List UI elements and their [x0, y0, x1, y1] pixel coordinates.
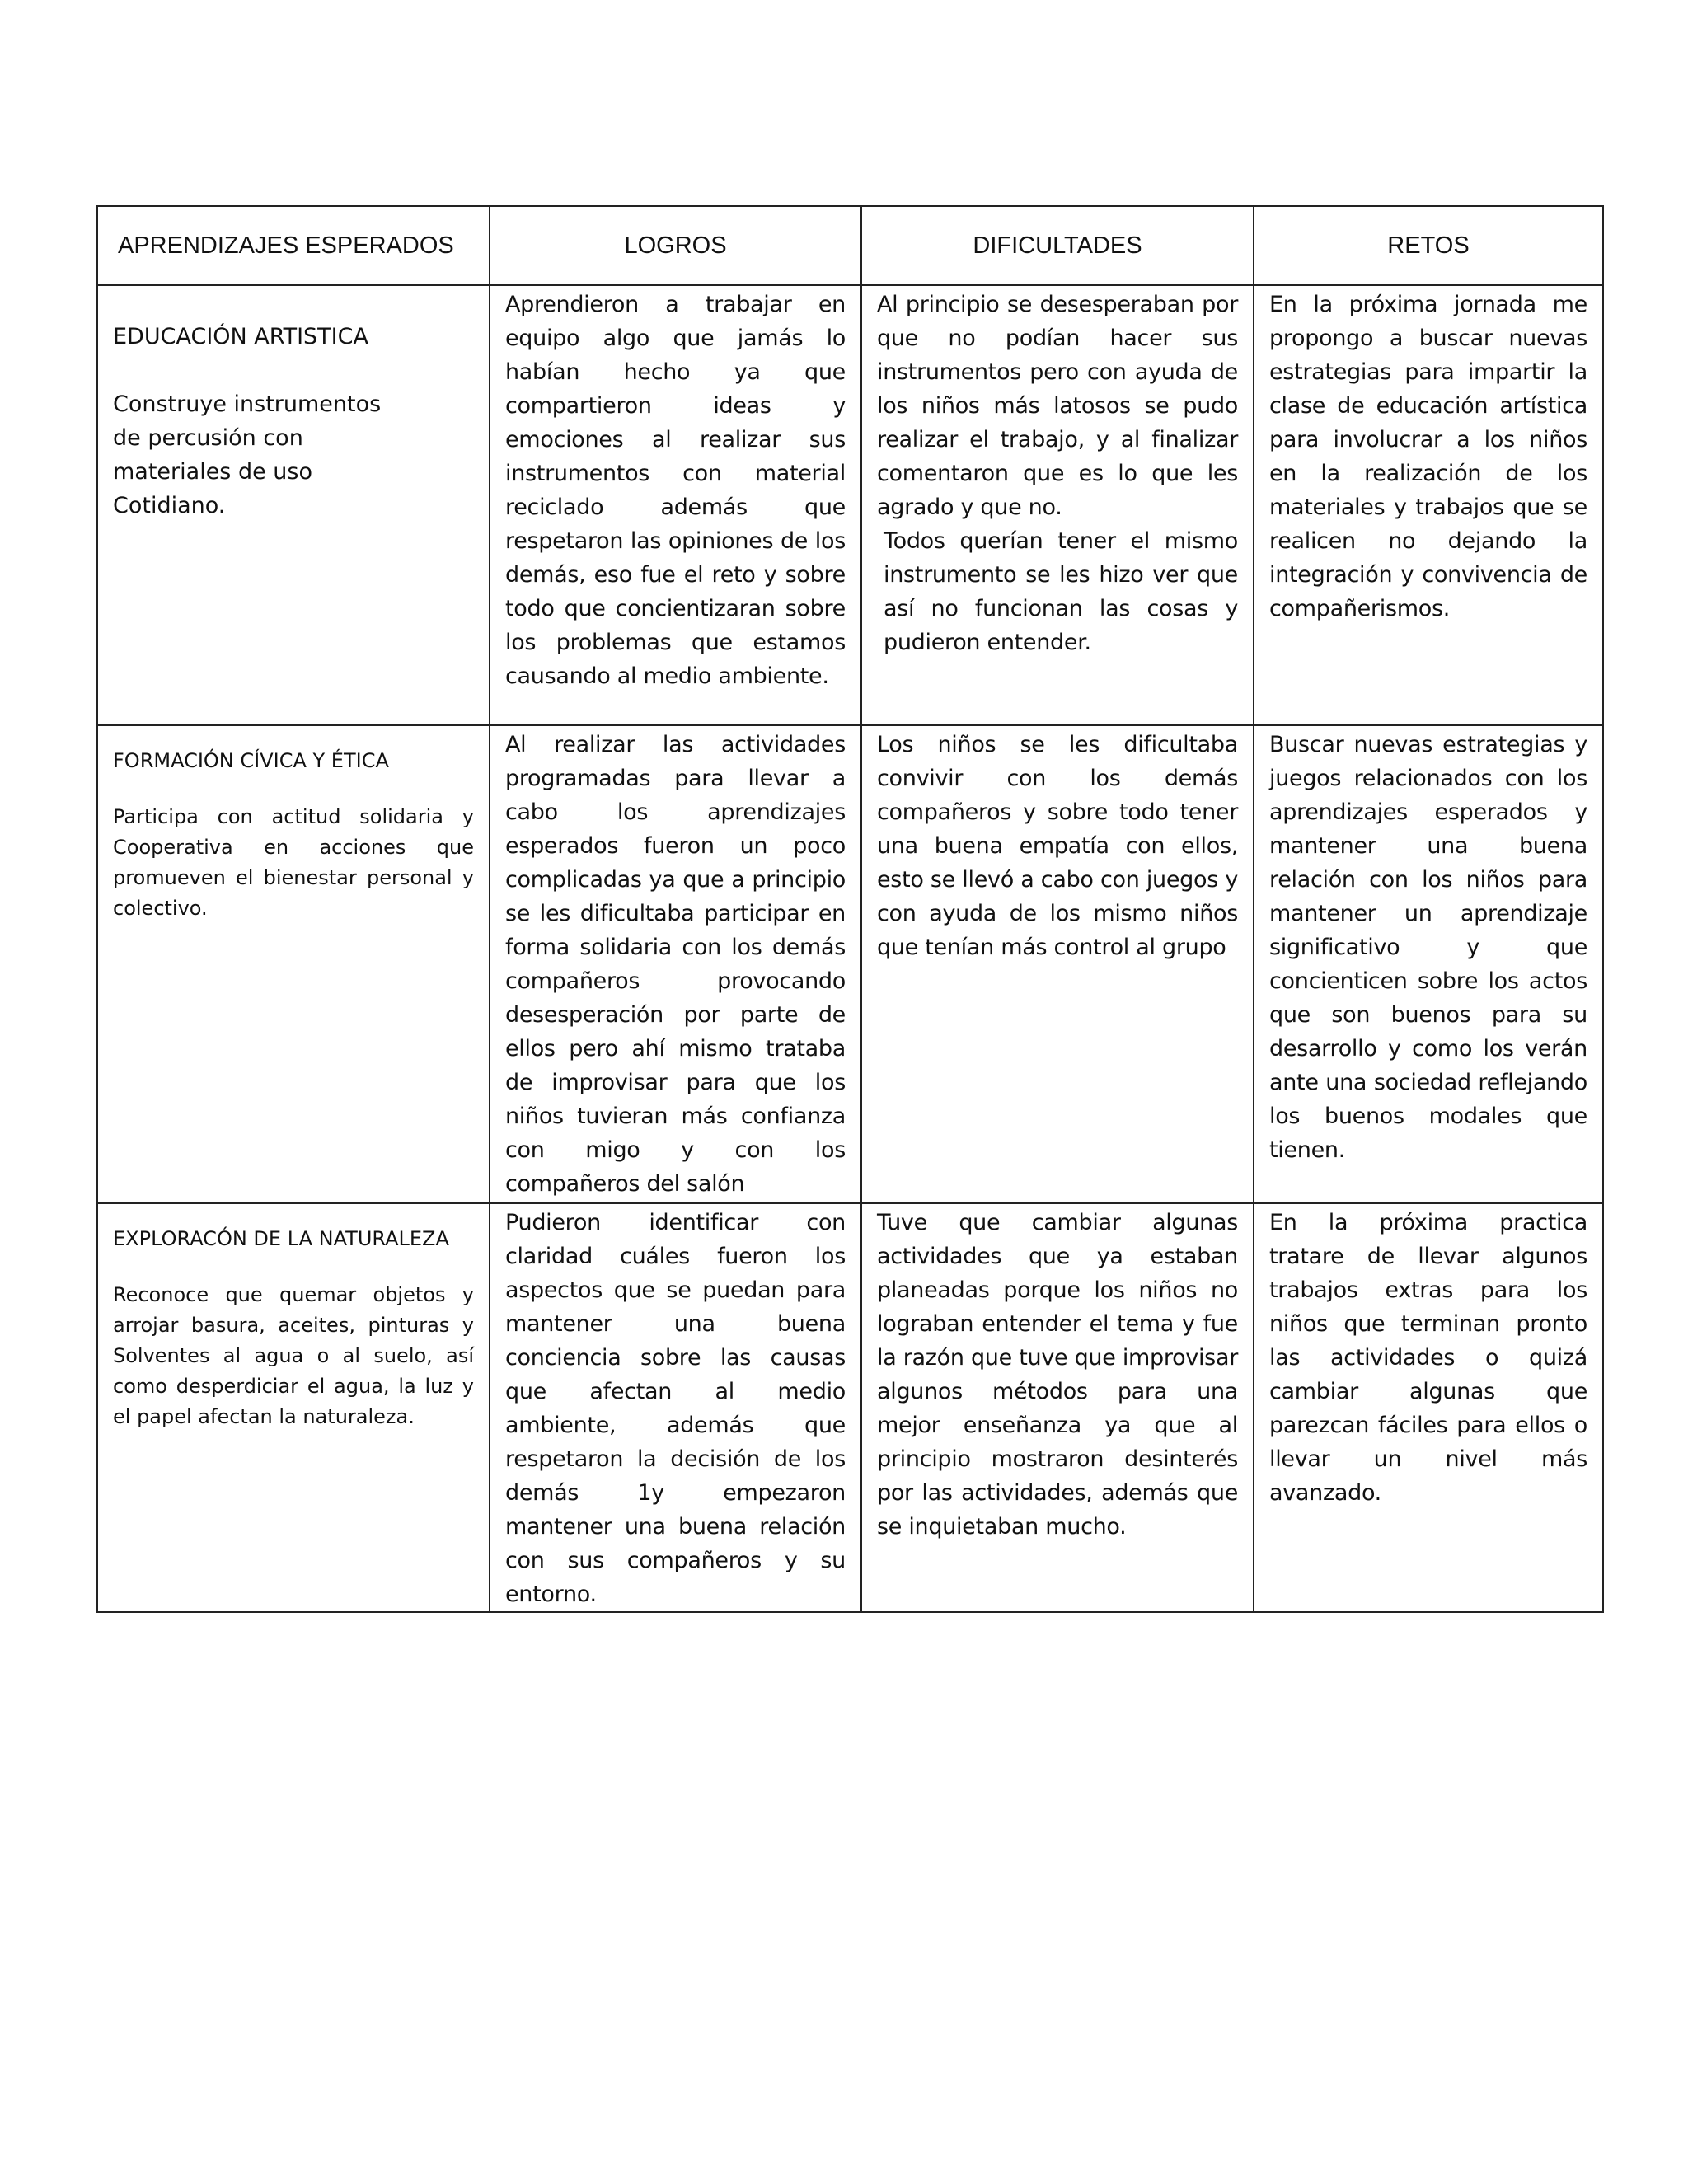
retos-cell: Buscar nuevas estrategias y juegos relacionados con los aprendizajes esperados y mantener una buena relación con los niños para mantener un aprendizaje significativo y que concienticen sobre los actos que son buenos para su desarrollo y como los verán ante una sociedad reflejando los buenos modales que tienen. — [1254, 725, 1603, 1203]
aprendizaje-cell — [97, 285, 490, 725]
header-dificultades: DIFICULTADES — [861, 206, 1254, 285]
dificultades-cell: Los niños se les dificultaba convivir con los demás compañeros y sobre todo tener una buena empatía con ellos, esto se llevó a cabo con juegos y con ayuda de los mismo niños que tenían más control al grupo — [861, 725, 1254, 1203]
header-logros: LOGROS — [490, 206, 861, 285]
dificultades-paragraph: Al principio se desesperaban por que no podían hacer sus instrumentos pero con ayuda de los niños más latosos se pudo realizar el trabajo, y al finalizar comentaron que es lo que les agrado y que no. — [877, 292, 1238, 520]
area-title: EDUCACIÓN ARTISTICA — [113, 324, 368, 349]
area-description: Reconoce que quemar objetos y arrojar basura, aceites, pinturas y Solventes al agua o al suelo, así como desperdiciar el agua, la luz y el papel afectan la naturaleza. — [113, 1283, 474, 1428]
table-row — [97, 1203, 1603, 1612]
area-title: EXPLORACÓN DE LA NATURALEZA — [113, 1227, 449, 1250]
header-aprendizajes: APRENDIZAJES ESPERADOS — [97, 206, 490, 285]
dificultades-cell — [861, 285, 1254, 725]
retos-cell: En la próxima practica tratare de llevar algunos trabajos extras para los niños que terminan pronto las actividades o quizá cambiar algunas que parezcan fáciles para ellos o llevar un nivel más avanzado. — [1254, 1203, 1603, 1612]
area-title: FORMACIÓN CÍVICA Y ÉTICA — [113, 749, 389, 772]
retos-cell: En la próxima jornada me propongo a buscar nuevas estrategias para impartir la clase de educación artística para involucrar a los niños en la realización de los materiales y trabajos que se realicen no dejando la integración y convivencia de compañerismos. — [1254, 285, 1603, 725]
logros-cell: Pudieron identificar con claridad cuáles fueron los aspectos que se puedan para mantener una buena conciencia sobre las causas que afectan al medio ambiente, además que respetaron la decisión de los demás 1y empezaron mantener una buena relación con sus compañeros y su entorno. — [490, 1203, 861, 1612]
planning-table — [96, 205, 1604, 1613]
table-row — [97, 285, 1603, 725]
logros-cell: Al realizar las actividades programadas para llevar a cabo los aprendizajes esperados fueron un poco complicadas ya que a principio se les dificultaba participar en forma solidaria con los demás compañeros provocando desesperación por parte de ellos pero ahí mismo trataba de improvisar para que los niños tuvieran más confianza con migo y con los compañeros del salón — [490, 725, 861, 1203]
aprendizaje-cell — [97, 1203, 490, 1612]
area-description: Construye instrumentos de percusión con materiales de uso Cotidiano. — [113, 391, 382, 518]
table-header-row — [97, 206, 1603, 285]
table-row — [97, 725, 1603, 1203]
area-description: Participa con actitud solidaria y Cooperativa en acciones que promueven el bienestar personal y colectivo. — [113, 805, 474, 920]
dificultades-paragraph: Todos querían tener el mismo instrumento se les hizo ver que así no funcionan las cosas y pudieron entender. — [884, 528, 1238, 655]
logros-cell: Aprendieron a trabajar en equipo algo que jamás lo habían hecho ya que compartieron ideas y emociones al realizar sus instrumentos con material reciclado además que respetaron las opiniones de los demás, eso fue el reto y sobre todo que concientizaran sobre los problemas que estamos causando al medio ambiente. — [490, 285, 861, 725]
dificultades-cell: Tuve que cambiar algunas actividades que ya estaban planeadas porque los niños no lograban entender el tema y fue la razón que tuve que improvisar algunos métodos para una mejor enseñanza ya que al principio mostraron desinterés por las actividades, además que se inquietaban mucho. — [861, 1203, 1254, 1612]
aprendizaje-cell — [97, 725, 490, 1203]
header-retos: RETOS — [1254, 206, 1603, 285]
